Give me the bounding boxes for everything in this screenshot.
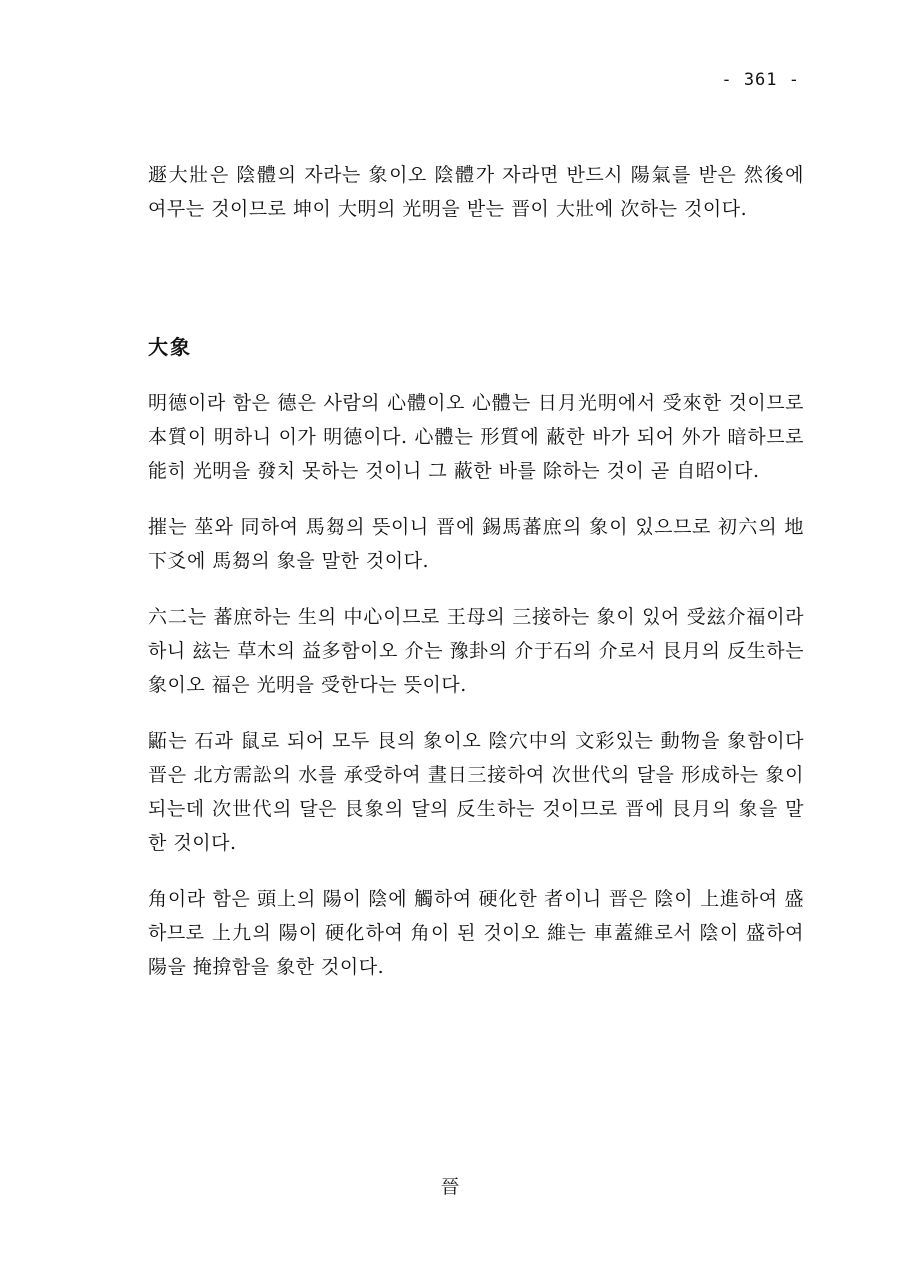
footer-title: 晉: [440, 1176, 460, 1198]
paragraph-1: 明德이라 함은 德은 사람의 心體이오 心體는 日月光明에서 受來한 것이므로 本質이 明하니 이가 明德이다. 心體는 形質에 蔽한 바가 되어 外가 暗하므로 能히 光明을 發치 못하는 것이니 그 蔽한 바를 除하는 것이 곧 自昭이다.: [148, 392, 804, 482]
paragraph-4: 鼫는 石과 鼠로 되어 모두 艮의 象이오 陰穴中의 文彩있는 動物을 象함이다 晋은 北方需訟의 水를 承受하여 晝日三接하여 次世代의 달을 形成하는 象이 되는데 次世代의 달은 艮象의 달의 反生하는 것이므로 晋에 艮月의 象을 말한 것이다.: [148, 730, 804, 854]
paragraph-3: 六二는 蕃庶하는 生의 中心이므로 王母의 三接하는 象이 있어 受玆介福이라 하니 玆는 草木의 益多함이오 介는 豫卦의 介于石의 介로서 艮月의 反生하는 象이오 福은 光明을 受한다는 뜻이다.: [148, 606, 804, 696]
page-number: - 361 -: [721, 70, 800, 90]
section-heading: 大象: [148, 335, 192, 359]
document-body: [148, 158, 804, 984]
paragraph-2: 摧는 莝와 同하여 馬芻의 뜻이니 晋에 錫馬蕃庶의 象이 있으므로 初六의 地下爻에 馬芻의 象을 말한 것이다.: [148, 516, 804, 572]
paragraph-5: 角이라 함은 頭上의 陽이 陰에 觸하여 硬化한 者이니 晋은 陰이 上進하여 盛하므로 上九의 陽이 硬化하여 角이 된 것이오 維는 車蓋維로서 陰이 盛하여 陽을 掩揜함을 象한 것이다.: [148, 888, 804, 978]
intro-paragraph: 遯大壯은 陰體의 자라는 象이오 陰體가 자라면 반드시 陽氣를 받은 然後에 여무는 것이므로 坤이 大明의 光明을 받는 晋이 大壯에 次하는 것이다.: [148, 164, 804, 220]
